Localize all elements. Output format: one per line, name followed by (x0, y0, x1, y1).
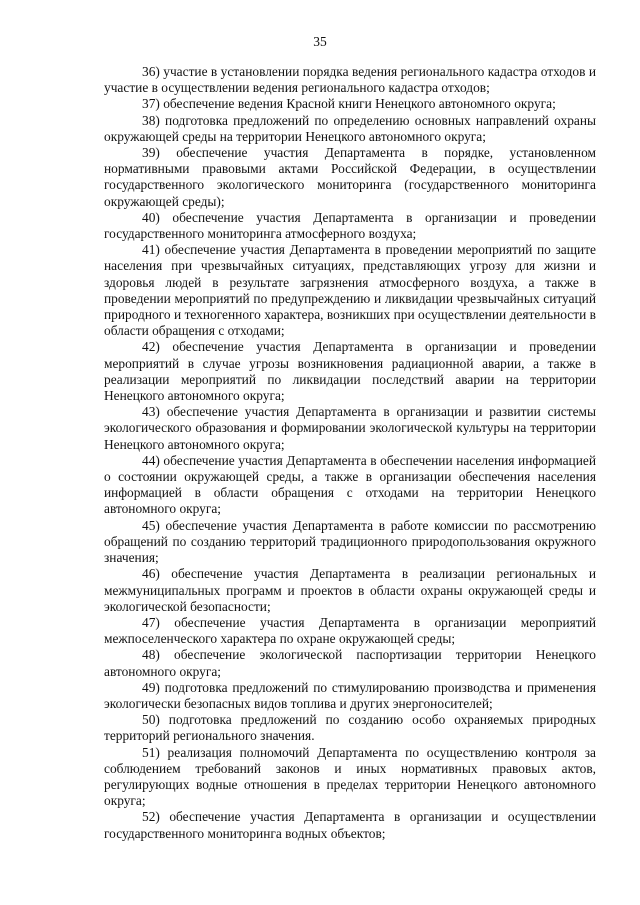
list-item-48: 48) обеспечение экологической паспортизации территории Ненецкого автономного округа; (104, 647, 596, 679)
list-item-39: 39) обеспечение участия Департамента в порядке, установленном нормативными правовыми актами Российской Федерации, в осуществлении государственного экологического мониторинга (государственного мониторинга окружающей среды); (104, 145, 596, 209)
list-item-41: 41) обеспечение участия Департамента в проведении мероприятий по защите населения при чрезвычайных ситуациях, представляющих угрозу для жизни и здоровья людей в результате загрязнения атмосферного воздуха, а также в проведении мероприятий по предупреждению и ликвидации чрезвычайных ситуаций природного и техногенного характера, возникших при осуществлении деятельности в области обращения с отходами; (104, 242, 596, 339)
list-item-37: 37) обеспечение ведения Красной книги Ненецкого автономного округа; (142, 96, 556, 112)
document-body (104, 64, 596, 842)
list-item-52: 52) обеспечение участия Департамента в организации и осуществлении государственного мониторинга водных объектов; (104, 809, 596, 841)
list-item-45: 45) обеспечение участия Департамента в работе комиссии по рассмотрению обращений по созданию территорий традиционного природопользования окружного значения; (104, 517, 596, 566)
list-item-47: 47) обеспечение участия Департамента в организации мероприятий межпоселенческого характера по охране окружающей среды; (104, 614, 596, 647)
list-item-36: 36) участие в установлении порядка ведения регионального кадастра отходов и участие в осуществлении ведения регионального кадастра отходов; (104, 64, 596, 96)
list-item-44: 44) обеспечение участия Департамента в обеспечении населения информацией о состоянии окружающей среды, а также в организации обеспечения населения информацией в области обращения с отходами на территории Ненецкого автономного округа; (104, 452, 596, 517)
list-item-51: 51) реализация полномочий Департамента по осуществлению контроля за соблюдением требований законов и иных нормативных правовых актов, регулирующих водные отношения в пределах территории Ненецкого автономного округа; (104, 744, 596, 809)
list-item-49: 49) подготовка предложений по стимулированию производства и применения экологически безопасных видов топлива и других энергоносителей; (104, 679, 596, 711)
page-number: 35 (313, 34, 327, 49)
list-item-50: 50) подготовка предложений по созданию особо охраняемых природных территорий регионального значения. (104, 712, 596, 744)
list-item-46: 46) обеспечение участия Департамента в реализации региональных и межмуниципальных программ и проектов в области охраны окружающей среды и экологической безопасности; (104, 566, 596, 614)
list-item-40: 40) обеспечение участия Департамента в организации и проведении государственного мониторинга атмосферного воздуха; (104, 209, 596, 242)
list-item-42: 42) обеспечение участия Департамента в организации и проведении мероприятий в случае угрозы возникновения радиационной аварии, а также в реализации мероприятий по ликвидации последствий аварии на территории Ненецкого автономного округа; (104, 339, 596, 404)
list-item-38: 38) подготовка предложений по определению основных направлений охраны окружающей среды на территории Ненецкого автономного округа; (104, 112, 596, 144)
list-item-43: 43) обеспечение участия Департамента в организации и развитии системы экологического образования и формировании экологической культуры на территории Ненецкого автономного округа; (104, 404, 596, 452)
